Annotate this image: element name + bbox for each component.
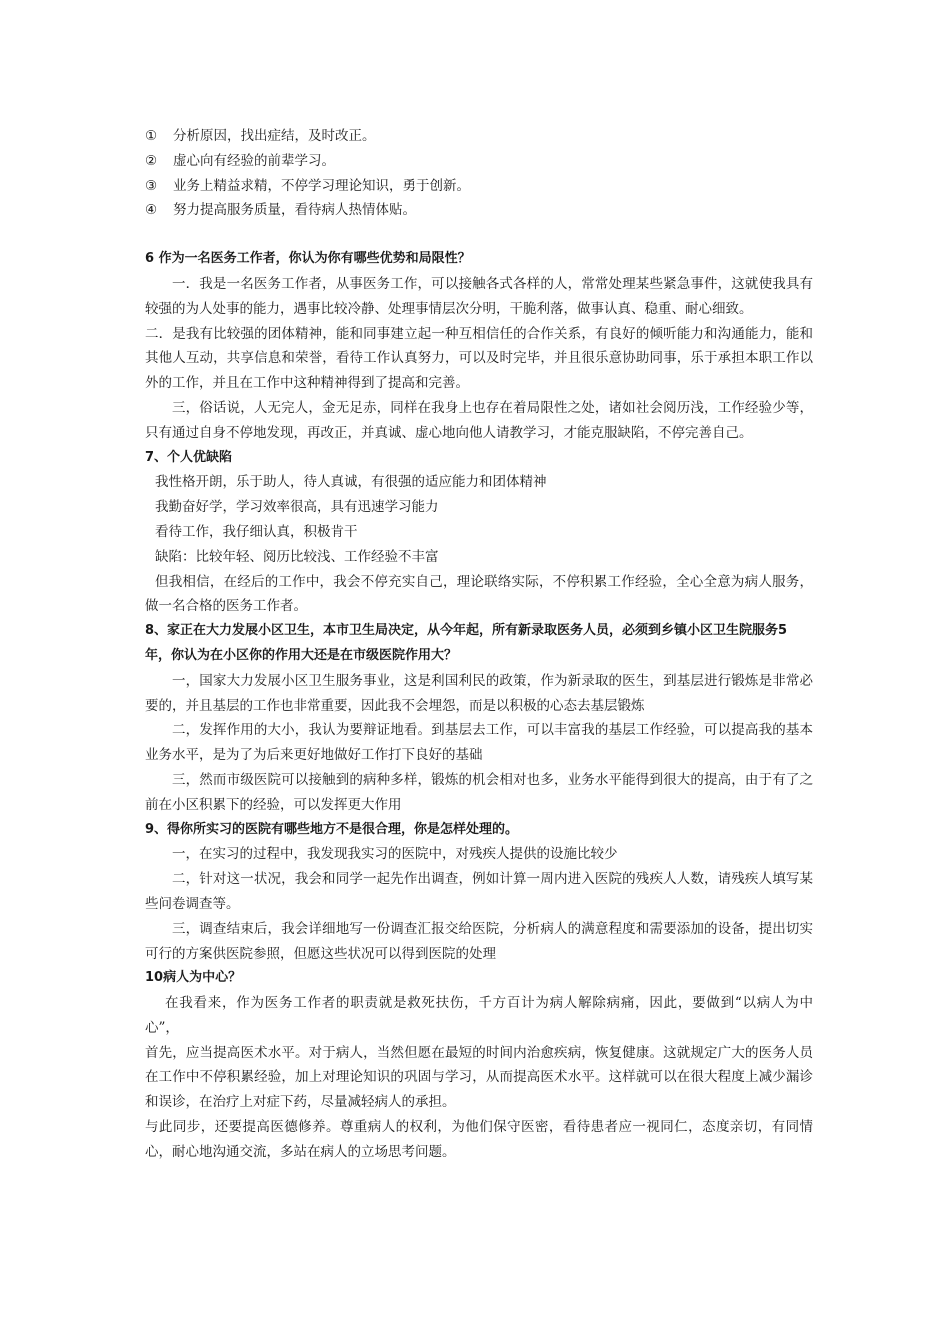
paragraph: 首先，应当提高医术水平。对于病人，当然但愿在最短的时间内治愈疾病，恢复健康。这就规定广大的医务人员在工作中不停积累经验，加上对理论知识的巩固与学习，从而提高医术水平。这样就可以在很大程度上减少漏诊和误诊，在治疗上对症下药，尽量减轻病人的承担。: [145, 1044, 813, 1111]
spacer: [145, 223, 813, 247]
question-9-heading: 9、得你所实习的医院有哪些地方不是很合理，你是怎样处理的。: [145, 821, 519, 837]
paragraph: 但我相信，在经后的工作中，我会不停充实自己，理论联络实际，不停积累工作经验，全心全意为病人服务，做一名合格的医务工作者。: [145, 573, 813, 615]
paragraph: 一．我是一名医务工作者，从事医务工作，可以接触各式各样的人，常常处理某些紧急事件，这就使我具有较强的为人处事的能力，遇事比较冷静、处理事情层次分明，干脆利落，做事认真、稳重、耐心细致。: [145, 275, 813, 317]
paragraph: 三，俗话说，人无完人，金无足赤，同样在我身上也存在着局限性之处，诸如社会阅历浅，工作经验少等，只有通过自身不停地发现，再改正，并真诚、虚心地向他人请教学习，才能克服缺陷，不停完善自己。: [145, 399, 813, 441]
question-10-heading: 10病人为中心？: [145, 970, 242, 986]
paragraph: 二，发挥作用的大小，我认为要辩证地看。到基层去工作，可以丰富我的基层工作经验，可以提高我的基本业务水平，是为了为后来更好地做好工作打下良好的基础: [145, 722, 813, 764]
paragraph: 我勤奋好学，学习效率很高，具有迅速学习能力: [155, 499, 439, 516]
paragraph: 一，国家大力发展小区卫生服务事业，这是利国利民的政策，作为新录取的医生，到基层进行锻炼是非常必要的，并且基层的工作也非常重要，因此我不会埋怨，而是以积极的心态去基层锻炼: [145, 672, 813, 714]
list-text: 分析原因，找出症结，及时改正。: [173, 128, 376, 144]
question-7-heading: 7、个人优缺陷: [145, 449, 233, 465]
paragraph: 二，针对这一状况，我会和同学一起先作出调查，例如计算一周内进入医院的残疾人人数，请残疾人填写某些问卷调查等。: [145, 871, 813, 912]
question-8-heading: 8、家正在大力发展小区卫生，本市卫生局决定，从今年起，所有新录取医务人员，必须到乡镇小区卫生院服务5年，你认为在小区你的作用大还是在市级医院作用大？: [145, 623, 788, 663]
list-number: ①: [145, 128, 158, 144]
list-text: 虚心向有经验的前辈学习。: [173, 152, 335, 169]
document-page: [145, 124, 813, 1165]
paragraph: 我性格开朗，乐于助人，待人真诚，有很强的适应能力和团体精神: [155, 474, 547, 491]
list-text: 业务上精益求精，不停学习理论知识，勇于创新。: [173, 177, 470, 194]
paragraph: 与此同步，还要提高医德修养。尊重病人的权利，为他们保守医密，看待患者应一视同仁，态度亲切，有同情心，耐心地沟通交流，多站在病人的立场思考问题。: [145, 1119, 813, 1160]
list-number: ④: [145, 202, 158, 219]
paragraph: 缺陷：比较年轻、阅历比较浅、工作经验不丰富: [155, 548, 439, 565]
paragraph: 看待工作，我仔细认真，积极肯干: [155, 523, 358, 540]
paragraph: 一，在实习的过程中，我发现我实习的医院中，对残疾人提供的设施比较少: [172, 846, 618, 863]
list-item: [145, 198, 813, 223]
numbered-list: [145, 124, 813, 223]
list-item: [145, 174, 813, 199]
list-text: 努力提高服务质量，看待病人热情体贴。: [173, 202, 416, 219]
list-number: ③: [145, 177, 158, 194]
paragraph: 在我看来，作为医务工作者的职责就是救死扶伤，千方百计为病人解除病痛，因此，要做到“以病人为中心”，: [145, 995, 813, 1036]
list-item: [145, 124, 813, 149]
list-item: [145, 149, 813, 174]
question-6-heading: 6 作为一名医务工作者，你认为你有哪些优势和局限性？: [145, 251, 471, 267]
paragraph: 三，调查结束后，我会详细地写一份调查汇报交给医院，分析病人的满意程度和需要添加的设备，提出切实可行的方案供医院参照，但愿这些状况可以得到医院的处理: [145, 920, 813, 962]
paragraph: 三，然而市级医院可以接触到的病种多样，锻炼的机会相对也多，业务水平能得到很大的提高，由于有了之前在小区积累下的经验，可以发挥更大作用: [145, 771, 813, 813]
paragraph: 二．是我有比较强的团体精神，能和同事建立起一种互相信任的合作关系，有良好的倾听能力和沟通能力，能和其他人互动，共享信息和荣誉，看待工作认真努力，可以及时完毕，并且很乐意协助同事，乐于承担本职工作以外的工作，并且在工作中这种精神得到了提高和完善。: [145, 325, 813, 392]
list-number: ②: [145, 152, 158, 169]
